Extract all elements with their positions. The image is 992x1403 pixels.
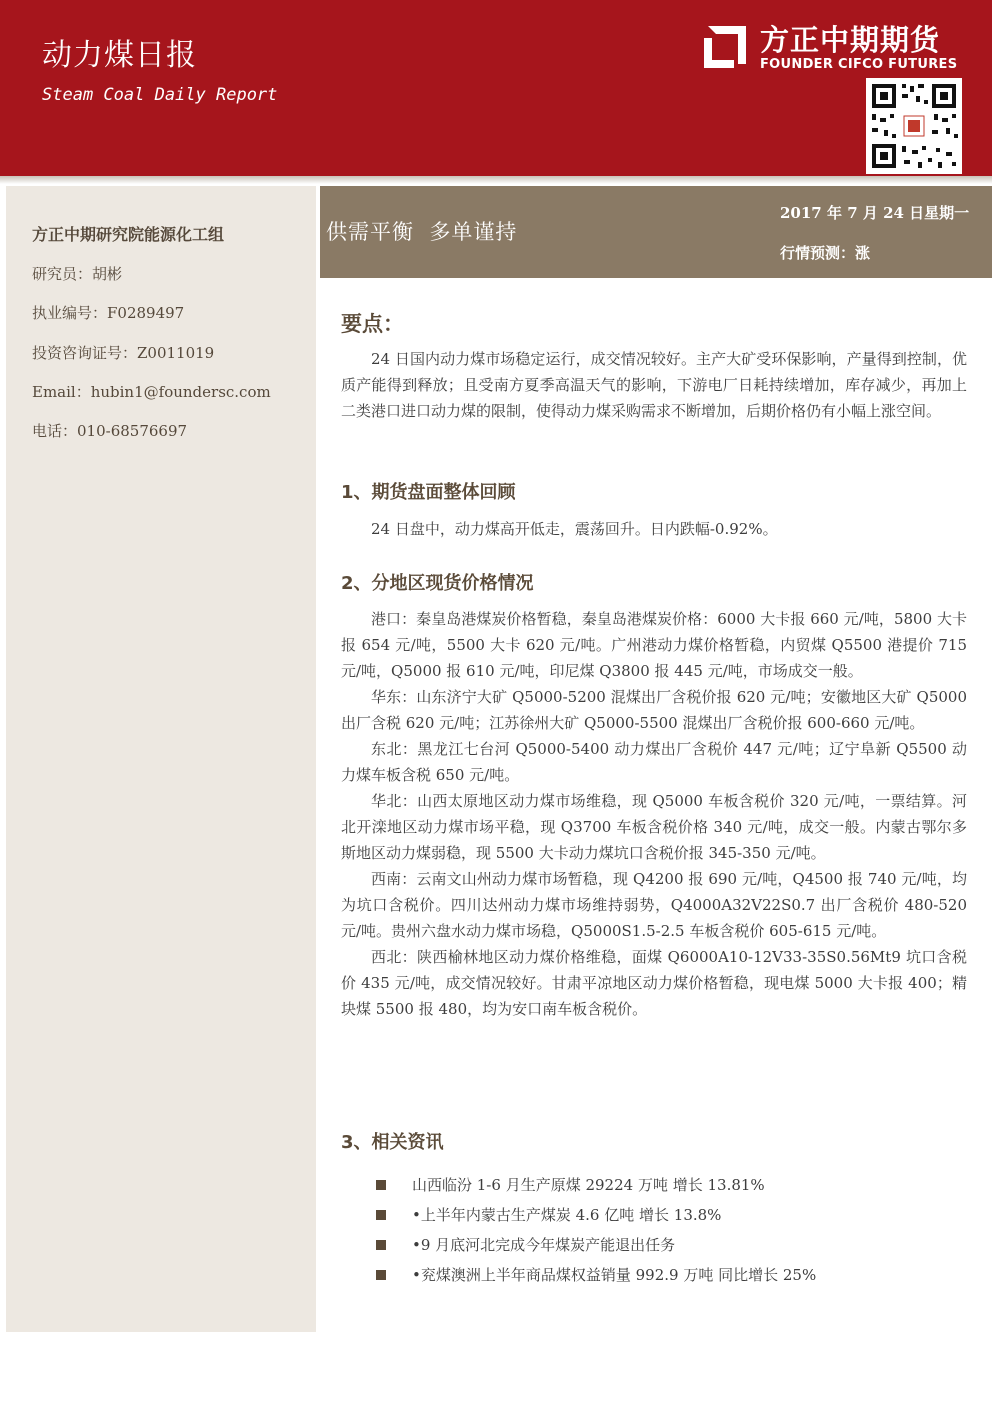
region-north-paragraph: 华北：山西太原地区动力煤市场维稳，现 Q5000 车板含税价 320 元/吨，一票结算。河北开滦地区动力煤市场平稳，现 Q3700 车板含税价格 340 元/吨，成交一般。内蒙古鄂尔多斯地区动力煤弱稳，现 5500 大卡动力煤坑口含税价报 345-350 元/吨。 <box>341 792 967 862</box>
region-southwest-paragraph: 西南：云南文山州动力煤市场暂稳，现 Q4200 报 690 元/吨，Q4500 报 740 元/吨，均为坑口含税价。四川达州动力煤市场维持弱势，Q4000A32V22S0.7 出厂含税价 480-520 元/吨。贵州六盘水动力煤市场稳，Q5000S1.5-2.5 车板含税价 605-615 元/吨。 <box>341 870 967 940</box>
news-text: •9 月底河北完成今年煤炭产能退出任务 <box>412 1236 676 1254</box>
list-item[interactable] <box>376 1172 976 1202</box>
list-item[interactable] <box>376 1202 976 1232</box>
section1-heading: 1、期货盘面整体回顾 <box>341 482 516 503</box>
company-name-cn: 方正中期期货 <box>760 23 941 57</box>
list-item[interactable] <box>376 1262 976 1292</box>
market-forecast: 行情预测：涨 <box>780 244 871 262</box>
headline-title: 供需平衡 多单谨持 <box>326 220 518 244</box>
news-list <box>376 1172 976 1292</box>
research-group: 方正中期研究院能源化工组 <box>32 225 225 244</box>
regional-prices <box>341 606 967 1022</box>
region-east-paragraph: 华东：山东济宁大矿 Q5000-5200 混煤出厂含税价报 620 元/吨；安徽地区大矿 Q5000 出厂含税 620 元/吨；江苏徐州大矿 Q5000-5500 混煤出厂含税价报 600-660 元/吨。 <box>341 688 967 732</box>
report-subtitle: Steam Coal Daily Report <box>42 85 278 105</box>
news-text: 山西临汾 1-6 月生产原煤 29224 万吨 增长 13.81% <box>412 1176 765 1194</box>
region-port-paragraph: 港口：秦皇岛港煤炭价格暂稳，秦皇岛港煤炭价格：6000 大卡报 660 元/吨，5800 大卡报 654 元/吨，5500 大卡 620 元/吨。广州港动力煤价格暂稳，内贸煤 Q5500 港提价 715 元/吨，Q5000 报 610 元/吨，印尼煤 Q3800 报 445 元/吨，市场成交一般。 <box>341 610 967 680</box>
section1-text: 24 日盘中，动力煤高开低走，震荡回升。日内跌幅-0.92%。 <box>371 520 778 538</box>
keypoints-text: 24 日国内动力煤市场稳定运行，成交情况较好。主产大矿受环保影响，产量得到控制，优质产能得到释放；且受南方夏季高温天气的影响，下游电厂日耗持续增加，库存减少，再加上二类港口进口动力煤的限制，使得动力煤采购需求不断增加，后期价格仍有小幅上涨空间。 <box>341 350 967 420</box>
company-name-en: FOUNDER CIFCO FUTURES <box>760 57 958 72</box>
news-text: •上半年内蒙古生产煤炭 4.6 亿吨 增长 13.8% <box>412 1206 722 1224</box>
analyst-name: 研究员：胡彬 <box>32 265 123 283</box>
square-bullet-icon <box>376 1210 386 1220</box>
square-bullet-icon <box>376 1240 386 1250</box>
email-address[interactable]: Email：hubin1@foundersc.com <box>32 383 271 401</box>
list-item[interactable] <box>376 1232 976 1262</box>
report-title: 动力煤日报 <box>42 38 197 73</box>
region-northwest-paragraph: 西北：陕西榆林地区动力煤价格维稳，面煤 Q6000A10-12V33-35S0.56Mt9 坑口含税价 435 元/吨，成交情况较好。甘肃平凉地区动力煤价格暂稳，现电煤 5000 大卡报 400；精块煤 5500 报 480，均为安口南车板含税价。 <box>341 948 967 1018</box>
section2-heading: 2、分地区现货价格情况 <box>341 573 534 594</box>
news-text: •兖煤澳洲上半年商品煤权益销量 992.9 万吨 同比增长 25% <box>412 1266 817 1284</box>
advisory-cert-number: 投资咨询证号：Z0011019 <box>32 344 215 362</box>
square-bullet-icon <box>376 1270 386 1280</box>
square-bullet-icon <box>376 1180 386 1190</box>
section3-heading: 3、相关资讯 <box>341 1132 444 1153</box>
region-northeast-paragraph: 东北：黑龙江七台河 Q5000-5400 动力煤出厂含税价 447 元/吨；辽宁阜新 Q5500 动力煤车板含税 650 元/吨。 <box>341 740 967 784</box>
report-date: 2017 年 7 月 24 日星期一 <box>780 204 970 222</box>
qr-code-icon <box>866 78 962 174</box>
phone-number: 电话：010-68576697 <box>32 422 188 440</box>
keypoints-heading: 要点： <box>341 312 404 336</box>
license-number: 执业编号：F0289497 <box>32 304 185 322</box>
header-divider <box>0 176 992 184</box>
founder-logo-icon <box>700 22 750 72</box>
